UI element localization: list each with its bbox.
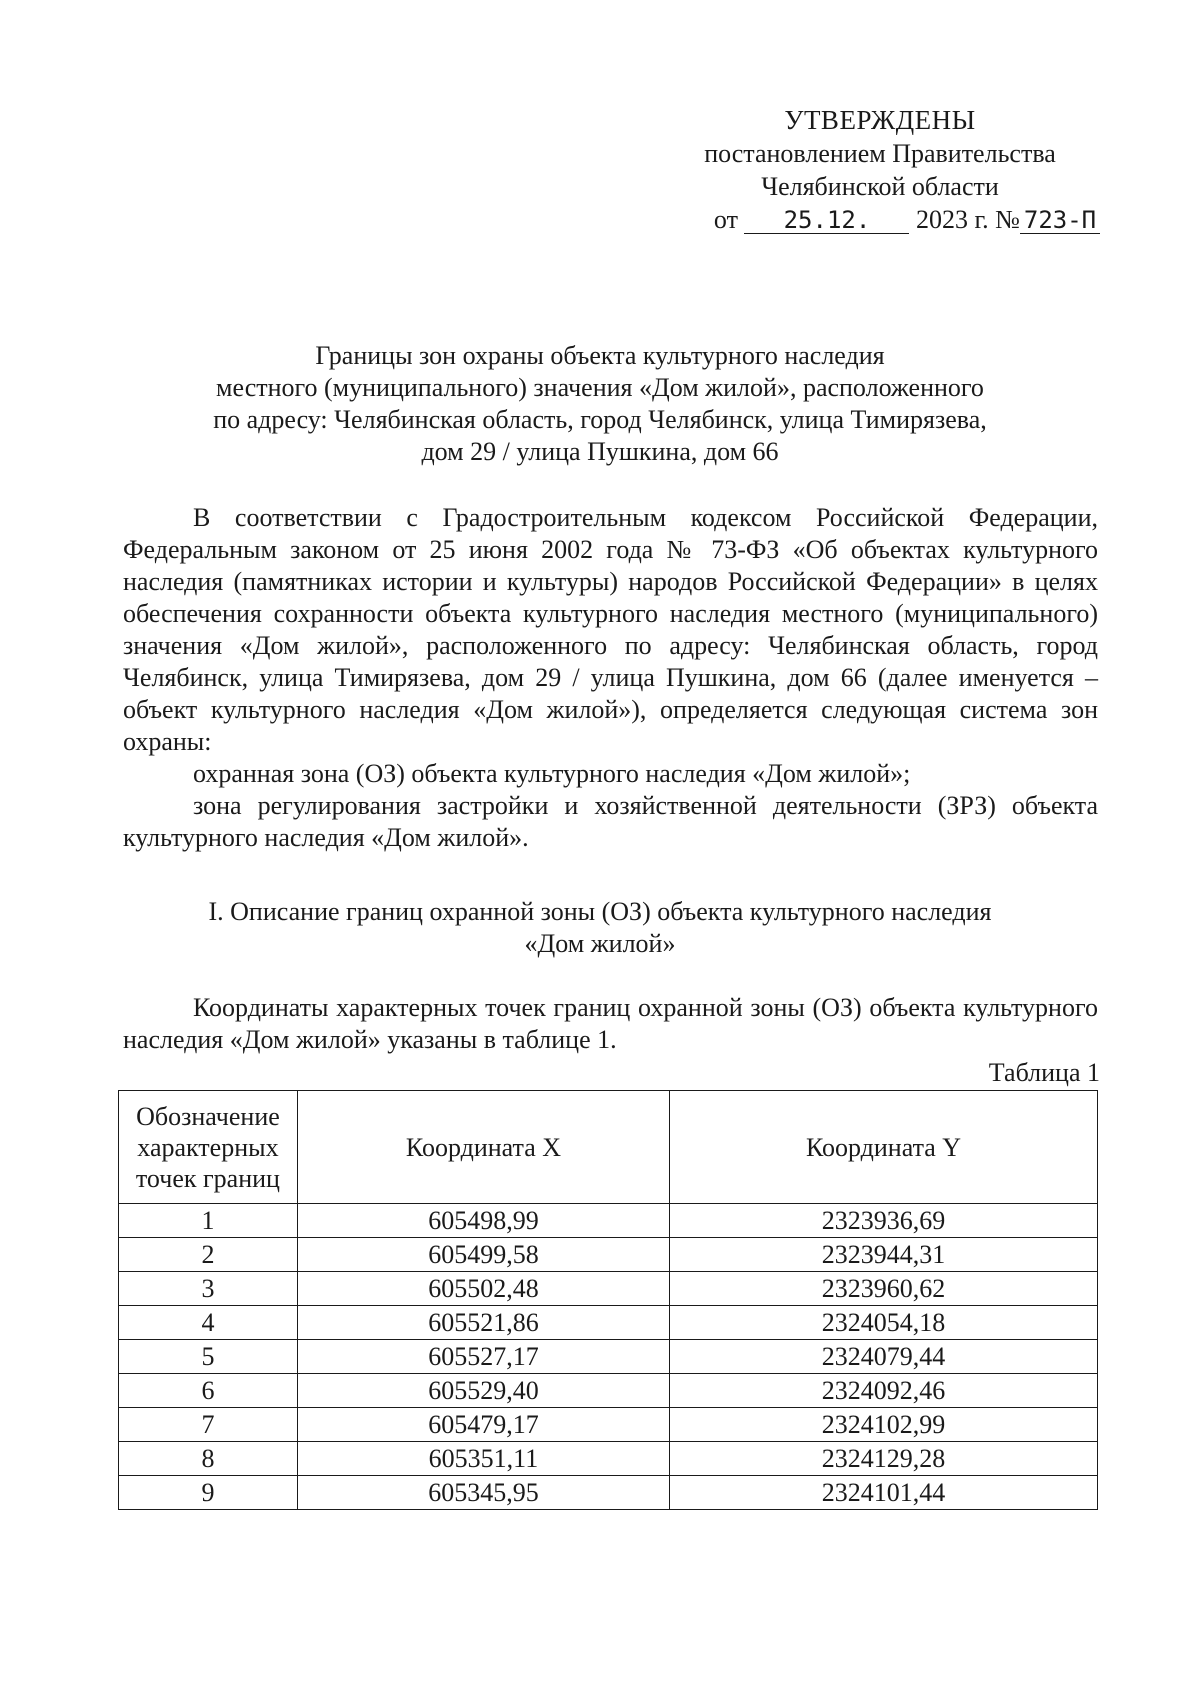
approval-line-1: постановлением Правительства xyxy=(704,139,1056,168)
cell-point: 5 xyxy=(119,1340,298,1374)
table-row xyxy=(119,1476,1098,1510)
approval-date: 25.12. xyxy=(744,207,909,234)
coordinates-intro-text: Координаты характерных точек границ охранной зоны (ОЗ) объекта культурного наследия «Дом жилой» указаны в таблице 1. xyxy=(123,993,1098,1054)
coordinates-intro xyxy=(123,992,1098,1056)
approval-line-2: Челябинской области xyxy=(761,172,999,201)
cell-x: 605529,40 xyxy=(297,1374,669,1408)
cell-x: 605521,86 xyxy=(297,1306,669,1340)
document-title-line-2: местного (муниципального) значения «Дом жилой», расположенного xyxy=(216,373,984,402)
cell-x: 605498,99 xyxy=(297,1204,669,1238)
table-row xyxy=(119,1272,1098,1306)
cell-y: 2324102,99 xyxy=(670,1408,1098,1442)
cell-y: 2323960,62 xyxy=(670,1272,1098,1306)
zone-list-item-oz: охранная зона (ОЗ) объекта культурного наследия «Дом жилой»; xyxy=(193,759,911,788)
table-row xyxy=(119,1408,1098,1442)
table-row xyxy=(119,1442,1098,1476)
approval-block xyxy=(660,104,1100,236)
cell-x: 605351,11 xyxy=(297,1442,669,1476)
approval-title: УТВЕРЖДЕНЫ xyxy=(784,105,976,135)
table-header-row xyxy=(119,1091,1098,1204)
cell-point: 2 xyxy=(119,1238,298,1272)
header-point xyxy=(119,1091,298,1204)
from-label: от xyxy=(713,205,738,234)
table-row xyxy=(119,1306,1098,1340)
cell-point: 4 xyxy=(119,1306,298,1340)
coordinates-table xyxy=(118,1090,1098,1510)
document-title-line-3: по адресу: Челябинская область, город Челябинск, улица Тимирязева, xyxy=(213,405,987,434)
document-title xyxy=(150,340,1050,468)
cell-point: 8 xyxy=(119,1442,298,1476)
document-title-line-1: Границы зон охраны объекта культурного наследия xyxy=(315,341,885,370)
cell-point: 1 xyxy=(119,1204,298,1238)
cell-point: 6 xyxy=(119,1374,298,1408)
table-row xyxy=(119,1238,1098,1272)
cell-point: 3 xyxy=(119,1272,298,1306)
cell-x: 605345,95 xyxy=(297,1476,669,1510)
approval-date-line xyxy=(660,203,1100,236)
table-row xyxy=(119,1340,1098,1374)
cell-x: 605499,58 xyxy=(297,1238,669,1272)
table-row xyxy=(119,1374,1098,1408)
cell-y: 2323944,31 xyxy=(670,1238,1098,1272)
approval-year: 2023 г. № xyxy=(915,205,1020,234)
cell-x: 605502,48 xyxy=(297,1272,669,1306)
cell-y: 2324092,46 xyxy=(670,1374,1098,1408)
cell-y: 2324054,18 xyxy=(670,1306,1098,1340)
header-point-line-2: характерных xyxy=(137,1132,279,1162)
header-x: Координата X xyxy=(297,1091,669,1204)
body-paragraph: В соответствии с Градостроительным кодексом Российской Федерации, Федеральным законом от 25 июня 2002 года № 73-ФЗ «Об объектах культурного наследия (памятниках истории и культуры) народов Российской Федерации» в целях обеспечения сохранности объекта культурного наследия местного (муниципального) значения «Дом жилой», расположенного по адресу: Челябинская область, город Челябинск, улица Тимирязева, дом 29 / улица Пушкина, дом 66 (далее именуется – объект культурного наследия «Дом жилой»), определяется следующая система зон охраны: xyxy=(123,503,1098,756)
section-heading-line-1: I. Описание границ охранной зоны (ОЗ) объекта культурного наследия xyxy=(208,897,992,926)
table-caption: Таблица 1 xyxy=(988,1058,1100,1087)
header-point-line-1: Обозначение xyxy=(136,1101,280,1131)
table-row xyxy=(119,1204,1098,1238)
cell-y: 2324129,28 xyxy=(670,1442,1098,1476)
cell-point: 9 xyxy=(119,1476,298,1510)
approval-number: 723-П xyxy=(1020,207,1100,234)
zone-list-item-zrz: зона регулирования застройки и хозяйственной деятельности (ЗРЗ) объекта культурного наследия «Дом жилой». xyxy=(123,791,1098,852)
header-point-line-3: точек границ xyxy=(135,1163,280,1193)
cell-x: 605527,17 xyxy=(297,1340,669,1374)
cell-y: 2323936,69 xyxy=(670,1204,1098,1238)
cell-point: 7 xyxy=(119,1408,298,1442)
section-heading-line-2: «Дом жилой» xyxy=(524,929,676,958)
section-heading xyxy=(150,896,1050,960)
cell-y: 2324079,44 xyxy=(670,1340,1098,1374)
cell-x: 605479,17 xyxy=(297,1408,669,1442)
document-title-line-4: дом 29 / улица Пушкина, дом 66 xyxy=(421,437,779,466)
header-y: Координата Y xyxy=(670,1091,1098,1204)
body-text xyxy=(123,502,1098,854)
cell-y: 2324101,44 xyxy=(670,1476,1098,1510)
